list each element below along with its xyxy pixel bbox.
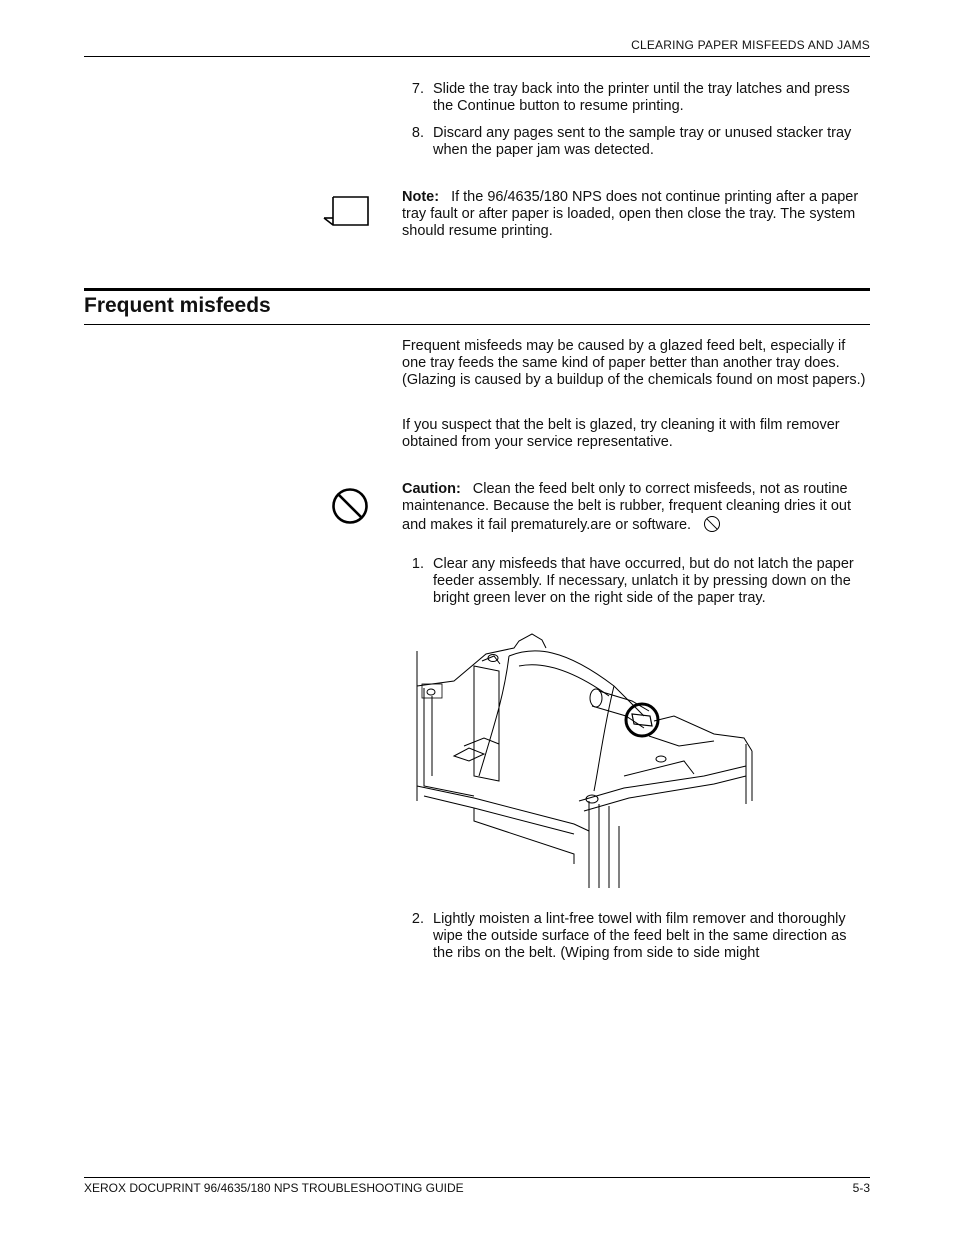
section-title: Frequent misfeeds [84, 294, 271, 317]
body-paragraph: If you suspect that the belt is glazed, try cleaning it with film remover obtained from your service representative. [402, 417, 840, 450]
note-block [402, 189, 870, 240]
step-text: Clear any misfeeds that have occurred, but do not latch the paper feeder assembly. If necessary, unlatch it by pressing down on the bright green lever on the right side of the paper tray. [433, 556, 854, 606]
paper-tray-illustration [414, 626, 754, 888]
small-prohibition-icon [703, 515, 721, 533]
section-rule-top [84, 288, 870, 291]
footer-rule [84, 1177, 870, 1178]
body-paragraph: Frequent misfeeds may be caused by a glazed feed belt, especially if one tray feeds the same kind of paper better than another tray does. (Glazing is caused by a buildup of the chemicals found on most papers.) [402, 338, 866, 388]
caution-text: Clean the feed belt only to correct misfeeds, not as routine maintenance. Because the belt is rubber, frequent cleaning dries it out and makes it fail prematurely.are or software. [402, 481, 851, 533]
step-text: Lightly moisten a lint-free towel with film remover and thoroughly wipe the outside surface of the feed belt in the same direction as the ribs on the belt. (Wiping from side to side might [433, 911, 847, 961]
caution-prohibition-icon [330, 486, 370, 526]
header-rule [84, 56, 870, 57]
step-text: Discard any pages sent to the sample tray or unused stacker tray when the paper jam was detected. [433, 125, 852, 158]
note-icon [320, 194, 372, 230]
step-text: Slide the tray back into the printer until the tray latches and press the Continue button to resume printing. [433, 81, 850, 114]
step-number: 2. [411, 911, 424, 927]
running-header: CLEARING PAPER MISFEEDS AND JAMS [631, 38, 870, 52]
step-number: 8. [411, 125, 424, 141]
note-text: If the 96/4635/180 NPS does not continue printing after a paper tray fault or after paper is loaded, open then close the tray. The system should resume printing. [402, 189, 859, 239]
section-rule-bottom [84, 324, 870, 325]
caution-label: Caution: [402, 481, 461, 497]
step-number: 7. [411, 81, 424, 97]
footer-guide-title: XEROX DOCUPRINT 96/4635/180 NPS TROUBLESHOOTING GUIDE [84, 1181, 464, 1195]
note-label: Note: [402, 189, 440, 205]
caution-block [402, 481, 870, 534]
page-number: 5-3 [852, 1181, 870, 1195]
step-number: 1. [411, 556, 424, 572]
